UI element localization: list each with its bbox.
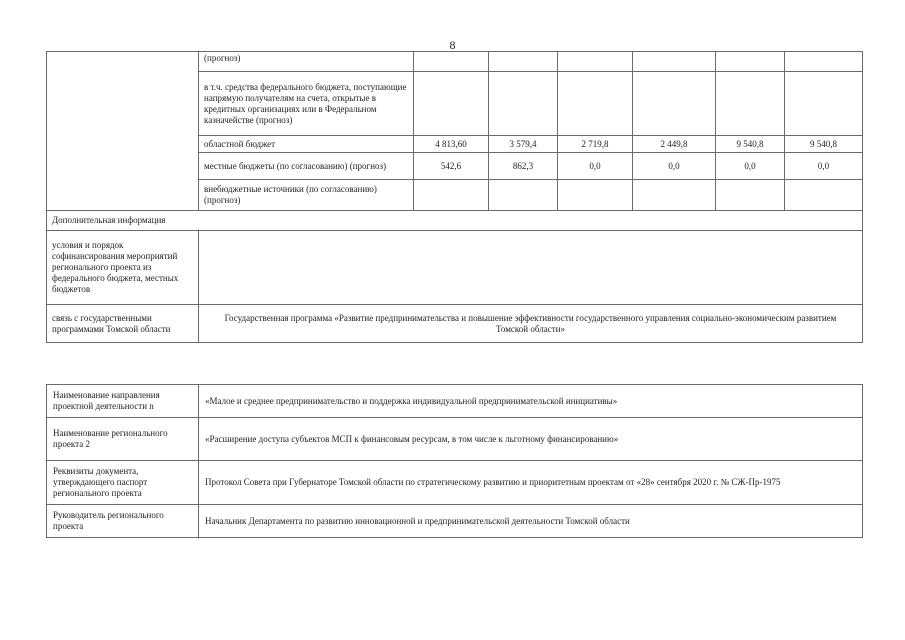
value-cell: 4 813,60: [414, 136, 489, 153]
value-cell: [785, 72, 863, 136]
passport-label: Наименование направления проектной деятельности n: [47, 385, 199, 418]
table-row: [47, 418, 863, 461]
table-row: [47, 505, 863, 538]
program-link-value: Государственная программа «Развитие предпринимательства и повышение эффективности государственного управления социально-экономическим развитием Томской области»: [199, 305, 863, 343]
table-row: [47, 211, 863, 231]
passport-value: Протокол Совета при Губернаторе Томской области по стратегическому развитию и приоритетным проектам от «28» сентября 2020 г. № СЖ-Пр-1975: [199, 461, 863, 505]
value-cell: 542,6: [414, 153, 489, 180]
cofinancing-label: условия и порядок софинансирования мероприятий регионального проекта из федерального бюджета, местных бюджетов: [47, 231, 199, 305]
cofinancing-value: [199, 231, 863, 305]
value-cell: 0,0: [785, 153, 863, 180]
table-row: [47, 461, 863, 505]
value-cell: [716, 180, 785, 211]
value-cell: [633, 72, 716, 136]
table-row: [47, 52, 863, 72]
value-cell: 2 449,8: [633, 136, 716, 153]
value-cell: 0,0: [558, 153, 633, 180]
value-cell: 3 579,4: [489, 136, 558, 153]
value-cell: [558, 180, 633, 211]
row-label: местные бюджеты (по согласованию) (прогноз): [199, 153, 414, 180]
value-cell: 0,0: [716, 153, 785, 180]
value-cell: [785, 180, 863, 211]
row-label: внебюджетные источники (по согласованию) (прогноз): [199, 180, 414, 211]
value-cell: 9 540,8: [716, 136, 785, 153]
value-cell: 9 540,8: [785, 136, 863, 153]
value-cell: 862,3: [489, 153, 558, 180]
additional-info-header: Дополнительная информация: [47, 211, 863, 231]
table-row: [47, 231, 863, 305]
value-cell: [489, 180, 558, 211]
table-row: [47, 385, 863, 418]
value-cell: [633, 180, 716, 211]
row-label: (прогноз): [199, 52, 414, 72]
table-row: [47, 305, 863, 343]
passport-label: Реквизиты документа, утверждающего паспорт регионального проекта: [47, 461, 199, 505]
page-number: 8: [449, 38, 456, 52]
value-cell: [489, 72, 558, 136]
passport-value: «Расширение доступа субъектов МСП к финансовым ресурсам, в том числе к льготному финансированию»: [199, 418, 863, 461]
value-cell: [716, 52, 785, 72]
value-cell: 2 719,8: [558, 136, 633, 153]
value-cell: [414, 72, 489, 136]
row-label: в т.ч. средства федерального бюджета, поступающие напрямую получателям на счета, открытые в кредитных организациях или в Федеральном казначействе (прогноз): [199, 72, 414, 136]
value-cell: [716, 72, 785, 136]
value-cell: [489, 52, 558, 72]
value-cell: [558, 72, 633, 136]
passport-label: Руководитель регионального проекта: [47, 505, 199, 538]
value-cell: [558, 52, 633, 72]
program-link-label: связь с государственными программами Томской области: [47, 305, 199, 343]
value-cell: [785, 52, 863, 72]
value-cell: [414, 180, 489, 211]
passport-label: Наименование регионального проекта 2: [47, 418, 199, 461]
value-cell: [414, 52, 489, 72]
funding-table: [46, 51, 863, 343]
value-cell: [633, 52, 716, 72]
row-label: областной бюджет: [199, 136, 414, 153]
project-passport-table: [46, 384, 863, 538]
value-cell: 0,0: [633, 153, 716, 180]
passport-value: Начальник Департамента по развитию инновационной и предпринимательской деятельности Томской области: [199, 505, 863, 538]
passport-value: «Малое и среднее предпринимательство и поддержка индивидуальной предпринимательской инициативы»: [199, 385, 863, 418]
merged-empty-cell: [47, 52, 199, 211]
